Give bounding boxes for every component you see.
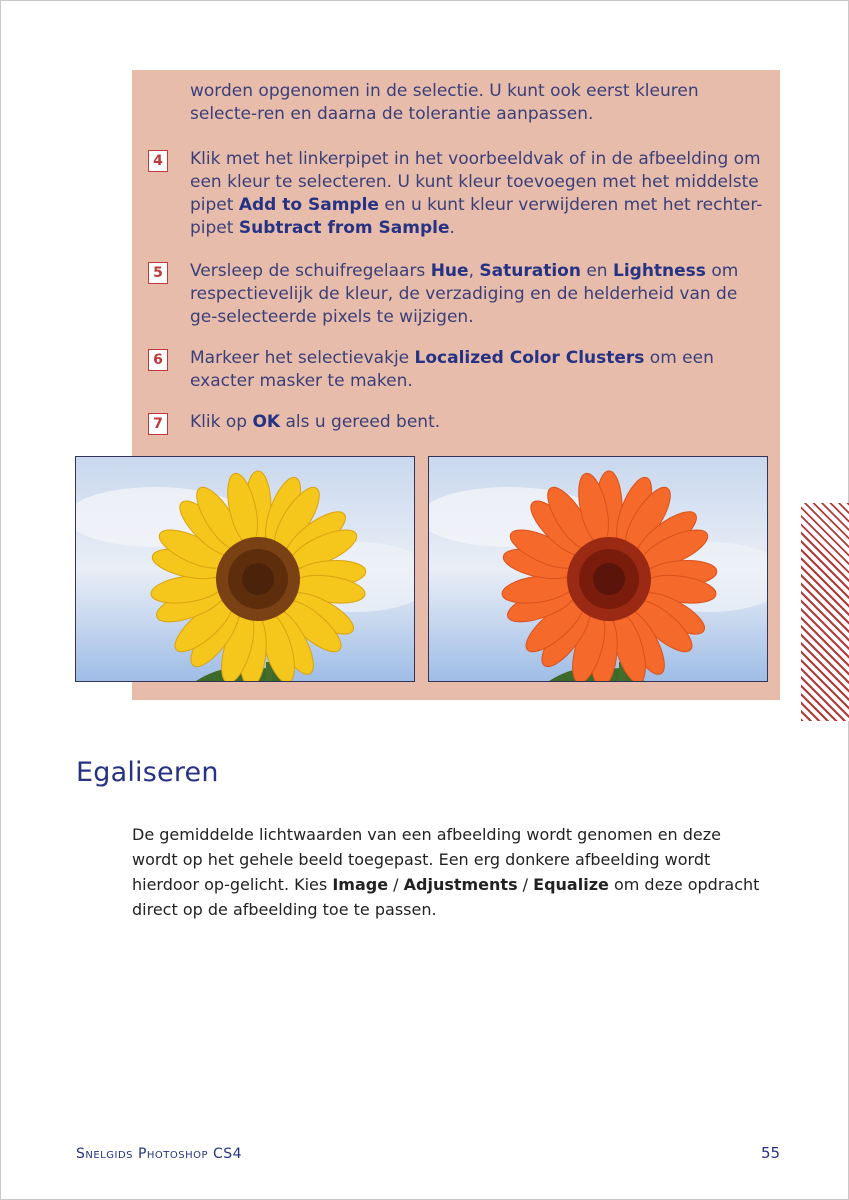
text-run: om deze opdracht direct op de afbeelding toe te passen. [132,875,760,919]
text-run: als u gereed bent. [280,412,441,432]
keyword: Image [332,875,389,894]
step-text [190,347,767,393]
text-run: / [388,875,404,894]
text-run: Klik met het linkerpipet in het voorbeeldvak of in de afbeelding om een kleur te selecteren. U kunt kleur toevoegen met het middelste pipet [190,149,761,215]
section-paragraph [132,822,762,922]
keyword: Subtract from Sample [238,218,450,238]
keyword: Add to Sample [238,195,379,215]
section-heading: Egaliseren [76,757,219,788]
keyword: Hue [430,261,469,281]
text-run: om respectievelijk de kleur, de verzadiging en de helderheid van de ge-selecteerde pixels te wijzigen. [190,261,739,327]
text-run: en [580,261,613,281]
step-text [190,260,767,329]
text-run: . [449,218,455,238]
orange-sunflower-image [428,456,768,682]
keyword: Adjustments [403,875,518,894]
lead-text: worden opgenomen in de selectie. U kunt ook eerst kleuren selecte-ren en daarna de tolerantie aanpassen. [190,81,699,124]
keyword: Localized Color Clusters [414,348,645,368]
side-tab-stripes [801,503,849,721]
step-number: 4 [148,150,168,172]
keyword: OK [252,412,281,432]
text-run: Versleep de schuifregelaars [190,261,431,281]
text-run: , [468,261,480,281]
step-number: 6 [148,349,168,371]
text-run: De gemiddelde lichtwaarden van een afbeelding wordt genomen en deze wordt op het gehele beeld toegepast. Een erg donkere afbeelding wordt hierdoor op-gelicht. Kies [132,825,721,894]
footer-book-title: Snelgids Photoshop CS4 [76,1146,243,1162]
text-run: / [517,875,534,894]
step-text [190,411,767,434]
keyword: Lightness [612,261,706,281]
step-number: 5 [148,262,168,284]
keyword: Equalize [533,875,609,894]
step-number: 7 [148,413,168,435]
keyword: Saturation [479,261,581,281]
yellow-sunflower-image [75,456,415,682]
text-run: om een exacter masker te maken. [190,348,714,391]
step-text [190,148,767,240]
text-run: Klik op [190,412,253,432]
footer-page-number: 55 [761,1144,781,1162]
text-run: en u kunt kleur verwijderen met het rechter-pipet [190,195,763,238]
text-run: Markeer het selectievakje [190,348,415,368]
